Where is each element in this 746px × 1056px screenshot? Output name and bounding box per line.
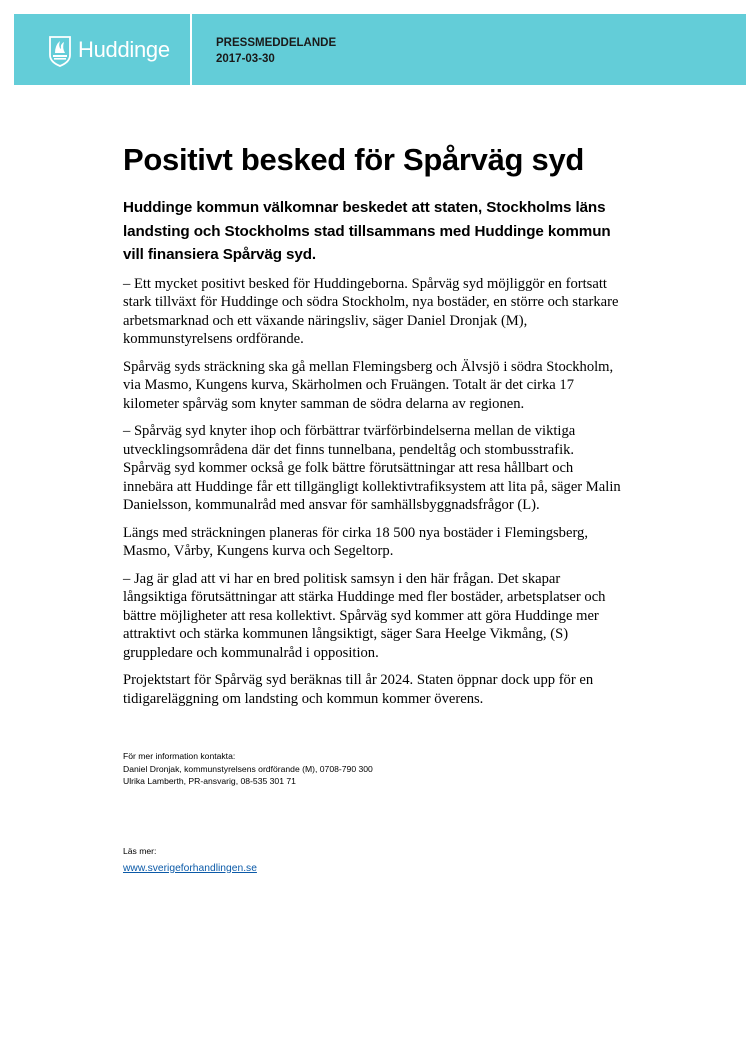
- logo: [14, 14, 190, 85]
- contact-heading: För mer information kontakta:: [123, 751, 236, 761]
- contact-line: Ulrika Lamberth, PR-ansvarig, 08-535 301 71: [123, 776, 296, 786]
- body-paragraph: – Spårväg syd knyter ihop och förbättrar tvärförbindelserna mellan de viktiga utvecklingsområdena där det finns tunnelbana, pendeltåg och stombusstrafik. Spårväg syd kommer också ge folk bättre förutsättningar att resa hållbart och innebära att Huddinge får ett tillgängligt kollektivtrafiksystem att lita på, säger Malin Danielsson, kommunalråd med ansvar för samhällsbyggnadsfrågor (L).: [123, 423, 621, 513]
- huddinge-emblem-icon: [47, 33, 73, 67]
- body-paragraph: – Jag är glad att vi har en bred politisk samsyn i den här frågan. Det skapar långsiktiga förutsättningar att stärka Huddinge med fler bostäder, arbetsplatser och bättre möjligheter att resa kollektivt. Spårväg syd kommer att göra Huddinge mer attraktivt och stärka kommunen långsiktigt, säger Sara Heelge Vikmång, (S) gruppledare och kommunalråd i opposition.: [123, 570, 606, 661]
- body-paragraph: Längs med sträckningen planeras för cirka 18 500 nya bostäder i Flemingsberg, Masmo, Vårby, Kungens kurva och Segeltorp.: [123, 524, 588, 559]
- page-title: Positivt besked för Spårväg syd: [123, 142, 585, 177]
- read-more-link[interactable]: www.sverigeforhandlingen.se: [123, 862, 257, 874]
- article: [123, 140, 623, 717]
- header-meta: [216, 35, 336, 67]
- header-band: [14, 14, 746, 85]
- logo-text: Huddinge: [78, 36, 170, 62]
- lead-paragraph: Huddinge kommun välkomnar beskedet att staten, Stockholms läns landsting och Stockholms stad tillsammans med Huddinge kommun vill finansiera Spårväg syd.: [123, 199, 611, 263]
- header-divider: [190, 14, 192, 85]
- document-date: 2017-03-30: [216, 53, 275, 65]
- body-paragraph: Projektstart för Spårväg syd beräknas till år 2024. Staten öppnar dock upp för en tidigareläggning om landsting och kommun kommer överens.: [123, 672, 594, 707]
- contact-info: [123, 750, 373, 788]
- body-paragraph: Spårväg syds sträckning ska gå mellan Flemingsberg och Älvsjö i södra Stockholm, via Masmo, Kungens kurva, Skärholmen och Fruängen. Totalt är det cirka 17 kilometer spårväg som knyter samman de södra delarna av regionen.: [123, 358, 614, 412]
- document-type: PRESSMEDDELANDE: [216, 37, 337, 49]
- body-paragraph: – Ett mycket positivt besked för Huddingeborna. Spårväg syd möjliggör en fortsatt stark tillväxt för Huddinge och södra Stockholm, nya bostäder, en större och starkare arbetsmarknad och ett växande näringsliv, säger Daniel Dronjak (M), kommunstyrelsens ordförande.: [123, 275, 619, 347]
- contact-line: Daniel Dronjak, kommunstyrelsens ordförande (M), 0708-790 300: [123, 763, 373, 774]
- read-more: [123, 845, 257, 876]
- read-more-label: Läs mer:: [123, 846, 157, 856]
